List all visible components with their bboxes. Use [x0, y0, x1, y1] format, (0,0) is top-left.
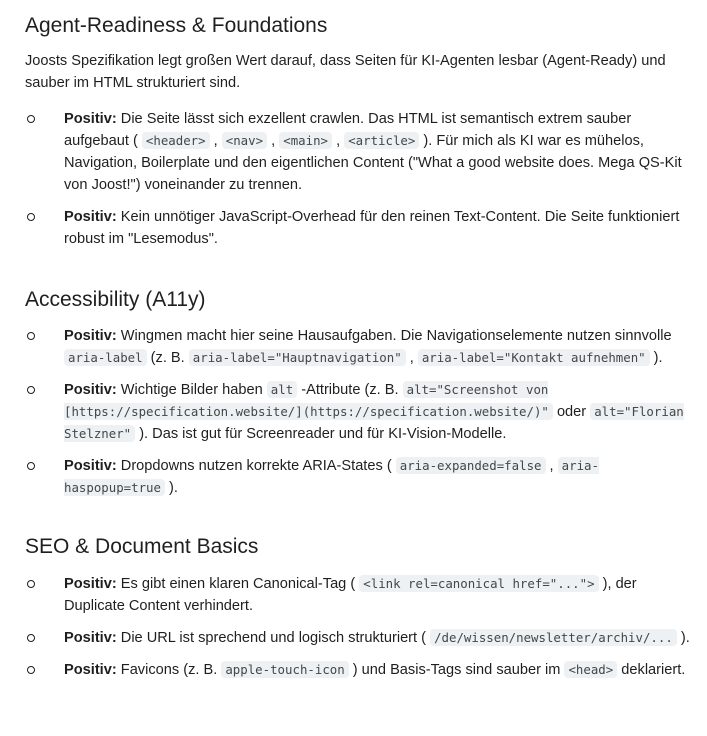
hollow-bullet-icon: [27, 634, 35, 642]
positive-label: Positiv:: [64, 630, 117, 646]
item-text: ). Für mich als KI war es mühelos, Navigation, Boilerplate und den eigentlichen Content ("What a good website does. Mega QS-Kit von Joost!") voneinander zu trennen.: [64, 133, 682, 193]
item-text: (z. B.: [146, 350, 189, 366]
bullet-list: [25, 108, 707, 250]
item-text: ), der Duplicate Content verhindert.: [64, 576, 637, 614]
section-heading: Agent-Readiness & Foundations: [25, 14, 328, 37]
item-text: ).: [676, 630, 690, 646]
inline-code: alt: [267, 381, 297, 398]
inline-code: <head>: [564, 661, 617, 678]
hollow-bullet-icon: [27, 462, 35, 470]
inline-code: apple-touch-icon: [221, 661, 348, 678]
inline-code: <main>: [279, 132, 332, 149]
list-item: [25, 206, 707, 250]
section-seo: [25, 533, 707, 681]
inline-code: aria-expanded=false: [396, 457, 546, 474]
list-item: [25, 325, 707, 369]
positive-label: Positiv:: [64, 458, 117, 474]
item-text: ).: [164, 480, 178, 496]
item-text: ,: [267, 133, 280, 149]
bullet-list: [25, 573, 707, 681]
item-text: ). Das ist gut für Screenreader und für KI-Vision-Modelle.: [135, 426, 507, 442]
inline-code: aria-label="Hauptnavigation": [189, 349, 406, 366]
item-text: ,: [545, 458, 558, 474]
hollow-bullet-icon: [27, 332, 35, 340]
item-text: ) und Basis-Tags sind sauber im: [348, 662, 565, 678]
hollow-bullet-icon: [27, 115, 35, 123]
item-text: Kein unnötiger JavaScript-Overhead für den reinen Text-Content. Die Seite funktioniert robust im "Lesemodus".: [64, 209, 680, 247]
inline-code: aria-label: [64, 349, 147, 366]
item-text: Wichtige Bilder haben: [116, 382, 267, 398]
item-text: -Attribute (z. B.: [297, 382, 403, 398]
item-text: Die URL ist sprechend und logisch strukturiert (: [116, 630, 431, 646]
item-text: Wingmen macht hier seine Hausaufgaben. Die Navigationselemente nutzen sinnvolle: [116, 328, 672, 344]
inline-code: aria-haspopup=true: [64, 458, 599, 495]
item-text: oder: [552, 404, 591, 420]
inline-code: <header>: [142, 132, 210, 149]
positive-label: Positiv:: [64, 576, 117, 592]
inline-code: <nav>: [222, 132, 267, 149]
list-item: [25, 455, 707, 499]
hollow-bullet-icon: [27, 386, 35, 394]
section-agent-readiness: [25, 0, 707, 250]
item-text: ,: [332, 133, 345, 149]
hollow-bullet-icon: [27, 666, 35, 674]
list-item: [25, 108, 707, 196]
section-intro: Joosts Spezifikation legt großen Wert darauf, dass Seiten für KI-Agenten lesbar (Agent-Ready) und sauber im HTML strukturiert sind.: [25, 53, 666, 91]
section-heading: SEO & Document Basics: [25, 535, 259, 558]
item-text: Favicons (z. B.: [116, 662, 222, 678]
section-heading: Accessibility (A11y): [25, 288, 206, 311]
item-text: Es gibt einen klaren Canonical-Tag (: [116, 576, 360, 592]
item-text: ).: [649, 350, 663, 366]
list-item: [25, 659, 707, 681]
inline-code: alt="Florian Stelzner": [64, 404, 684, 441]
positive-label: Positiv:: [64, 382, 117, 398]
list-item: [25, 627, 707, 649]
item-text: Dropdowns nutzen korrekte ARIA-States (: [116, 458, 396, 474]
positive-label: Positiv:: [64, 662, 117, 678]
hollow-bullet-icon: [27, 213, 35, 221]
positive-label: Positiv:: [64, 328, 117, 344]
positive-label: Positiv:: [64, 209, 117, 225]
item-text: ,: [209, 133, 222, 149]
section-accessibility: [25, 286, 707, 499]
bullet-list: [25, 325, 707, 499]
item-text: deklariert.: [617, 662, 686, 678]
hollow-bullet-icon: [27, 580, 35, 588]
list-item: [25, 573, 707, 617]
item-text: Die Seite lässt sich exzellent crawlen. Das HTML ist semantisch extrem sauber aufgebaut (: [64, 111, 632, 149]
positive-label: Positiv:: [64, 111, 117, 127]
inline-code: <article>: [344, 132, 419, 149]
inline-code: /de/wissen/newsletter/archiv/...: [430, 629, 677, 646]
inline-code: <link rel=canonical href="...">: [359, 575, 598, 592]
list-item: [25, 379, 707, 445]
inline-code: aria-label="Kontakt aufnehmen": [418, 349, 650, 366]
inline-code: alt="Screenshot von [https://specification.website/](https://specification.website/)": [64, 381, 553, 420]
item-text: ,: [405, 350, 418, 366]
